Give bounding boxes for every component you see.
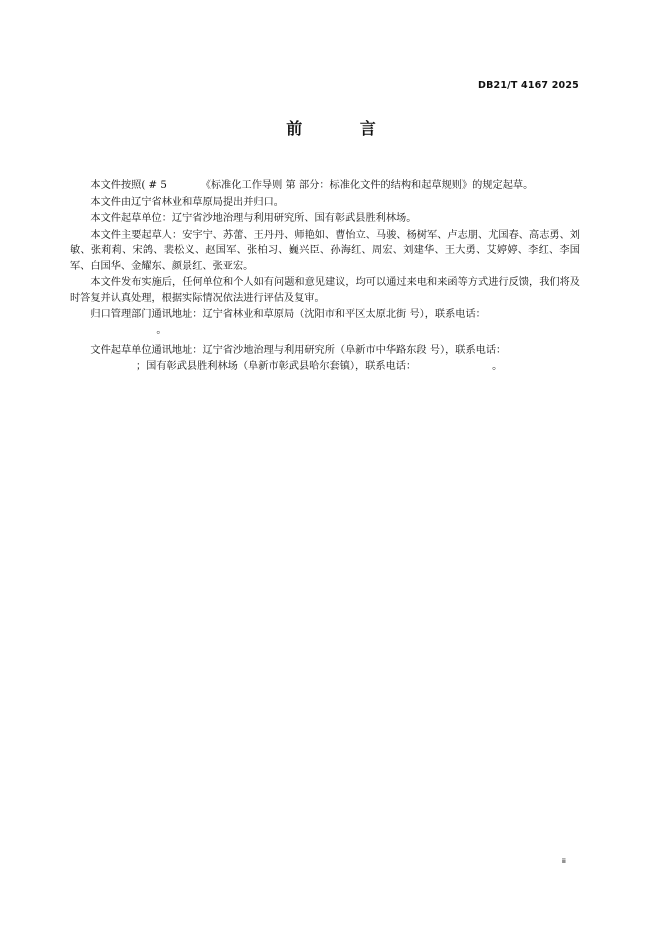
- paragraph-text-continued: [70, 359, 580, 375]
- paragraph-feedback: 本文件发布实施后，任何单位和个人如有问题和意见建议，均可以通过来电和来函等方式进行反馈，我们将及时答复并认真处理，根据实际情况依法进行评估及复审。: [70, 277, 580, 304]
- paragraph-proposer: 本文件由辽宁省林业和草原局提出并归口。: [90, 196, 284, 208]
- paragraph-text: 。: [492, 360, 503, 372]
- paragraph-drafter-address: [70, 343, 580, 374]
- paragraph-text: 本文件按照( # 5: [90, 180, 167, 191]
- paragraph-drafters: 本文件主要起草人：安宇宁、苏蕾、王丹丹、师艳如、曹怡立、马骏、杨树军、卢志朋、尤国春、高志勇、刘敏、张莉莉、宋鸽、裴松义、赵国军、张柏习、巍兴臣、孙海红、周宏、刘建华、王大勇、艾婷婷、李红、李国军、白国华、金耀东、颜景红、张亚宏。: [70, 229, 580, 272]
- page-number: ⅲ: [562, 858, 566, 865]
- paragraph-text: 归口管理部门通讯地址：辽宁省林业和草原局（沈阳市和平区太原北街 号），联系电话：: [90, 309, 486, 320]
- document-body: [70, 178, 580, 375]
- paragraph-text: ；国有彰武县胜利林场（阜新市彰武县哈尔套镇），联系电话：: [136, 360, 417, 372]
- document-code: DB21/T 4167 2025: [478, 80, 579, 91]
- paragraph-drafting-units: 本文件起草单位：辽宁省沙地治理与利用研究所、国有彰武县胜利林场。: [90, 213, 417, 224]
- page-title: 前 言: [286, 119, 402, 138]
- paragraph-text: 《标准化工作导则 第 部分：标准化文件的结构和起草规则》的规定起草。: [200, 180, 534, 191]
- paragraph-text: 文件起草单位通讯地址：辽宁省沙地治理与利用研究所（阜新市中华路东段 号），联系电话：: [90, 345, 507, 356]
- paragraph-management-address: [70, 307, 580, 338]
- paragraph-drafting-basis: [70, 178, 580, 194]
- paragraph-text-continued: 。: [156, 324, 167, 336]
